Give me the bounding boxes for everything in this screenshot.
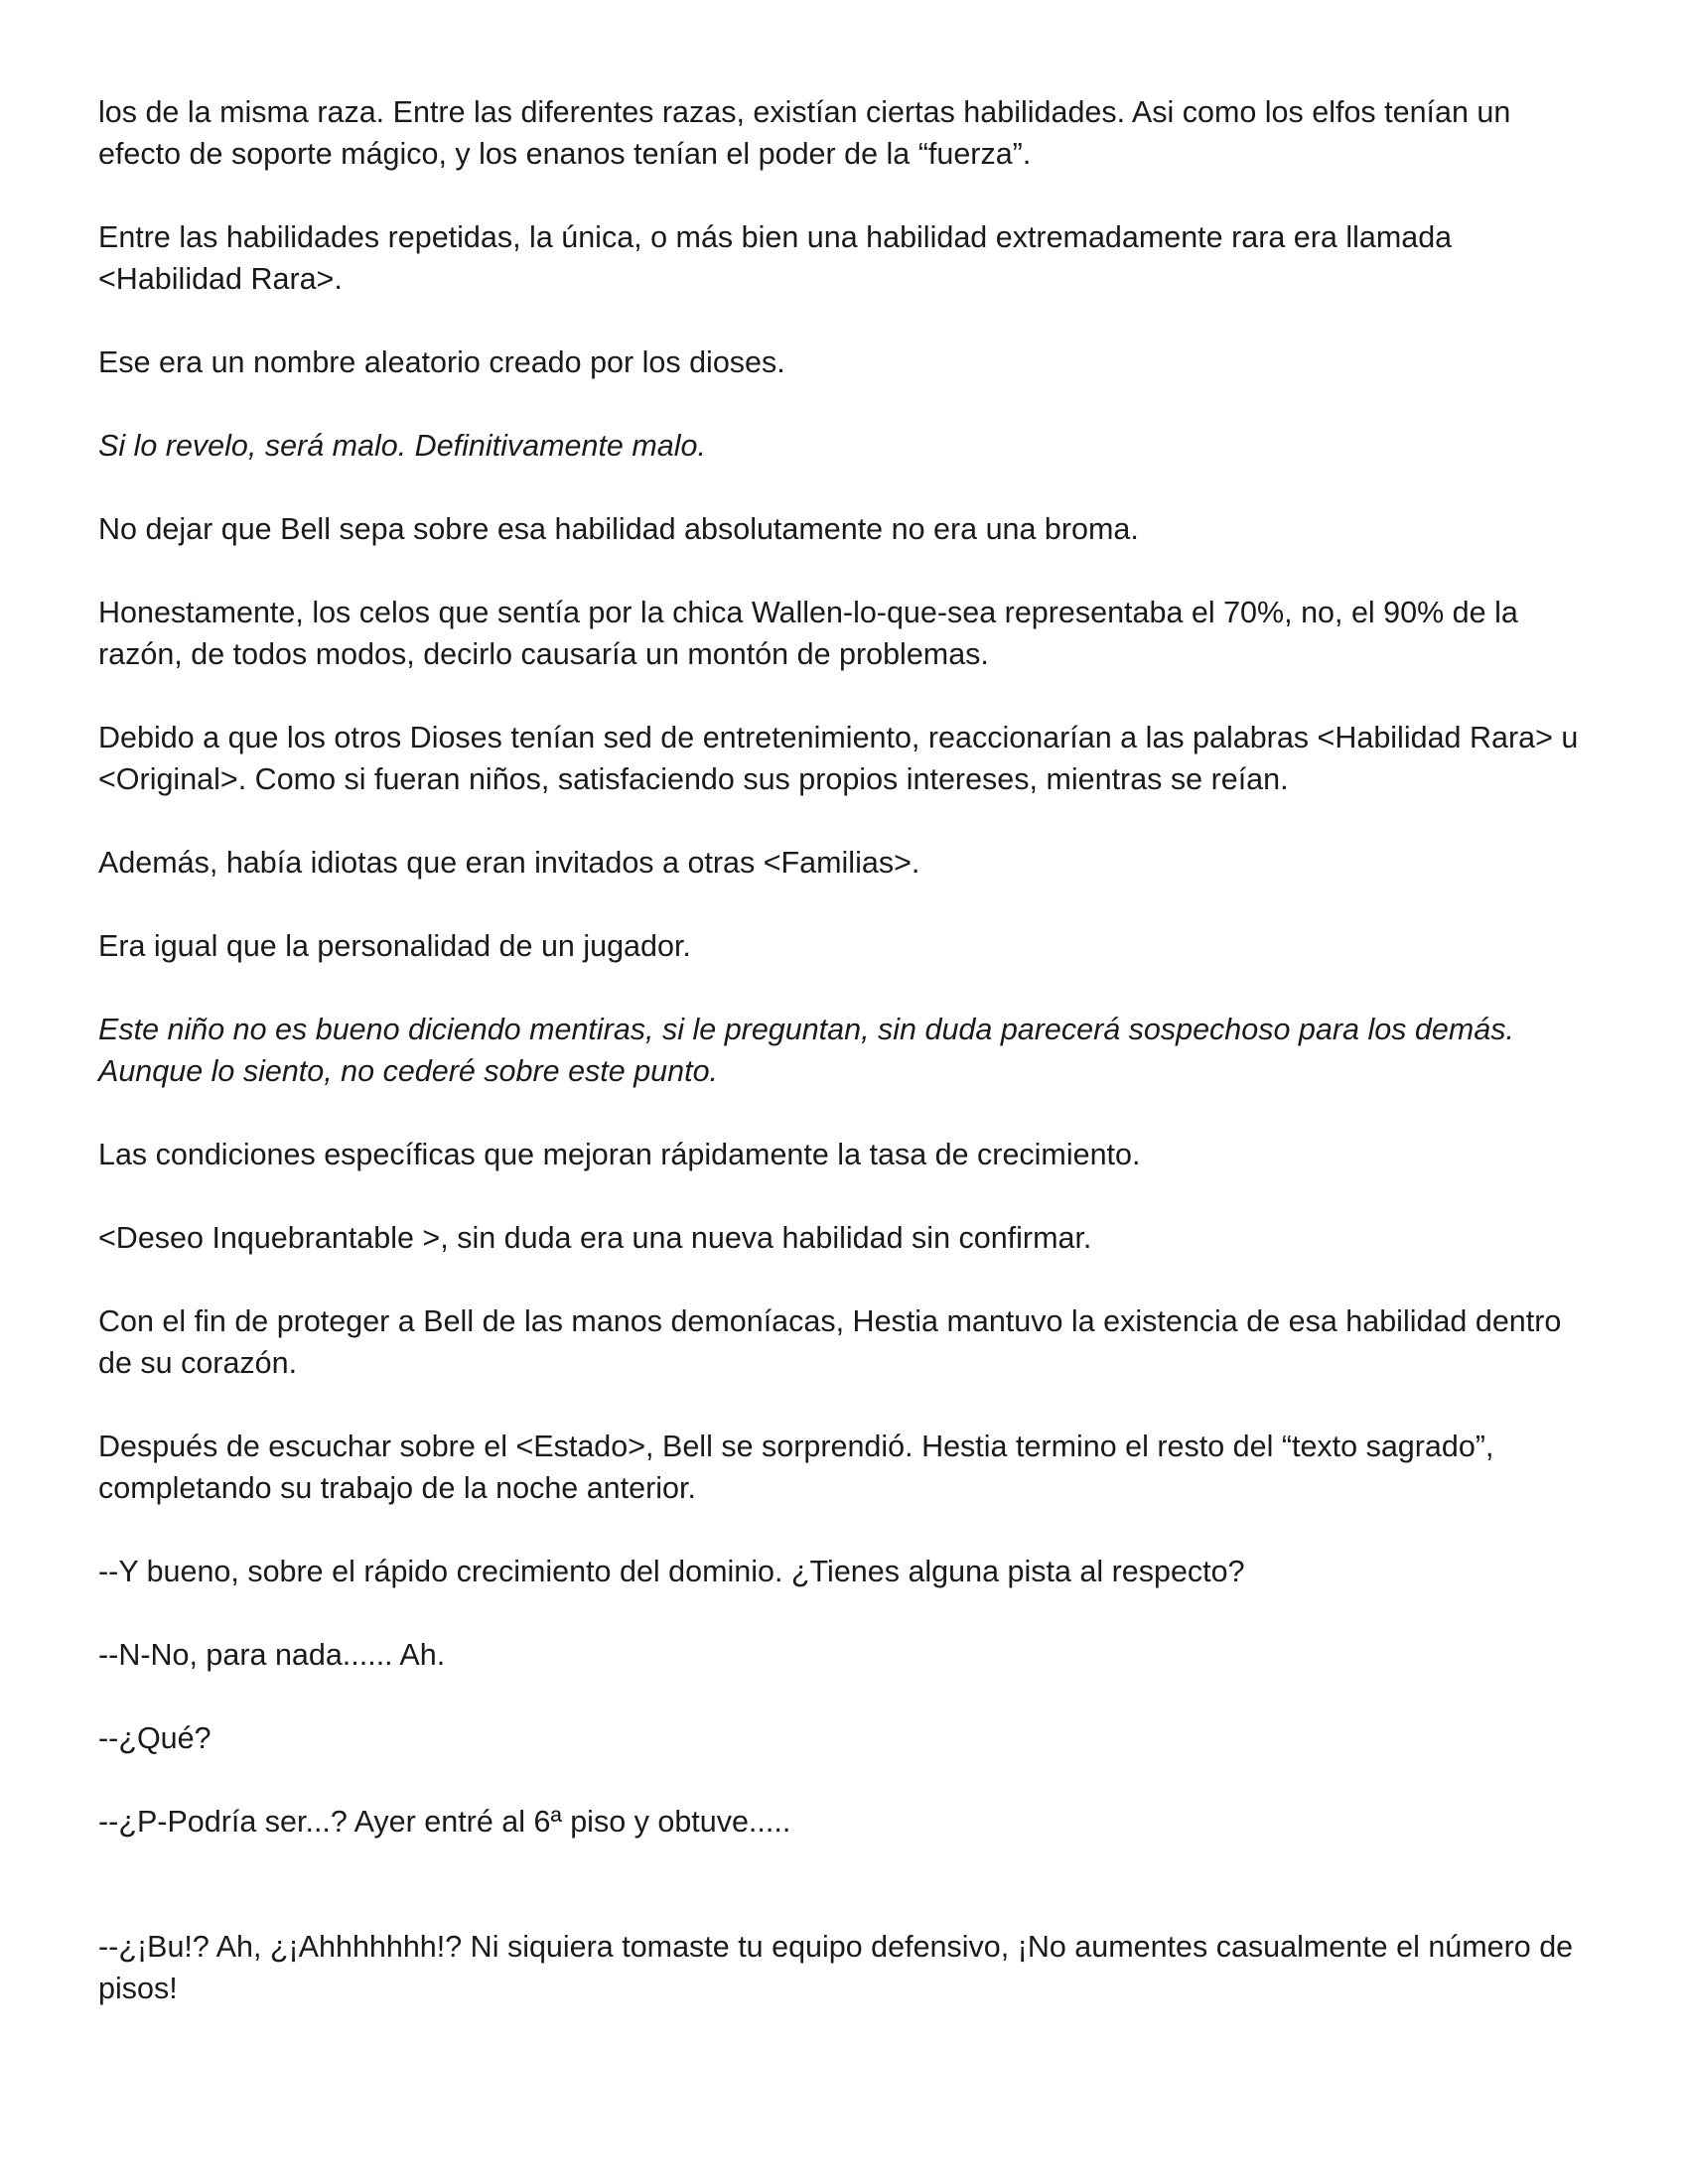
paragraph: Con el fin de proteger a Bell de las manos demoníacas, Hestia mantuvo la existencia de esa habilidad dentro de su corazón. bbox=[98, 1304, 1562, 1380]
paragraph: Debido a que los otros Dioses tenían sed de entretenimiento, reaccionarían a las palabras <Habilidad Rara> u <Original>. Como si fueran niños, satisfaciendo sus propios intereses, mientras se reían. bbox=[98, 721, 1579, 796]
paragraph: Además, había idiotas que eran invitados a otras <Familias>. bbox=[98, 846, 920, 880]
dialogue-line: --N-No, para nada...... Ah. bbox=[98, 1638, 446, 1672]
dialogue-line: --¿¡Bu!? Ah, ¿¡Ahhhhhhh!? Ni siquiera tomaste tu equipo defensivo, ¡No aumentes casualmente el número de pisos! bbox=[98, 1930, 1574, 2005]
italic-thought-paragraph: Este niño no es bueno diciendo mentiras, si le preguntan, sin duda parecerá sospechoso para los demás. Aunque lo siento, no cederé sobre este punto. bbox=[98, 1013, 1514, 1088]
paragraph: Entre las habilidades repetidas, la única, o más bien una habilidad extremadamente rara era llamada <Habilidad Rara>. bbox=[98, 220, 1453, 296]
paragraph: Las condiciones específicas que mejoran rápidamente la tasa de crecimiento. bbox=[98, 1138, 1141, 1171]
paragraph: Después de escuchar sobre el <Estado>, Bell se sorprendió. Hestia termino el resto del “texto sagrado”, completando su trabajo de la noche anterior. bbox=[98, 1430, 1494, 1505]
document-body bbox=[98, 91, 1588, 2051]
dialogue-line: --Y bueno, sobre el rápido crecimiento del dominio. ¿Tienes alguna pista al respecto? bbox=[98, 1555, 1245, 1588]
paragraph: Era igual que la personalidad de un jugador. bbox=[98, 929, 691, 963]
paragraph: los de la misma raza. Entre las diferentes razas, existían ciertas habilidades. Asi como los elfos tenían un efecto de soporte mágico, y los enanos tenían el poder de la “fuerza”. bbox=[98, 95, 1511, 171]
paragraph: Ese era un nombre aleatorio creado por los dioses. bbox=[98, 345, 785, 379]
paragraph: No dejar que Bell sepa sobre esa habilidad absolutamente no era una broma. bbox=[98, 512, 1139, 546]
dialogue-line: --¿P-Podría ser...? Ayer entré al 6ª piso y obtuve..... bbox=[98, 1805, 791, 1839]
italic-thought-paragraph: Si lo revelo, será malo. Definitivamente malo. bbox=[98, 429, 706, 463]
paragraph: Honestamente, los celos que sentía por la chica Wallen-lo-que-sea representaba el 70%, no, el 90% de la razón, de todos modos, decirlo causaría un montón de problemas. bbox=[98, 596, 1518, 671]
paragraph: <Deseo Inquebrantable >, sin duda era una nueva habilidad sin confirmar. bbox=[98, 1221, 1092, 1255]
dialogue-line: --¿Qué? bbox=[98, 1721, 211, 1755]
